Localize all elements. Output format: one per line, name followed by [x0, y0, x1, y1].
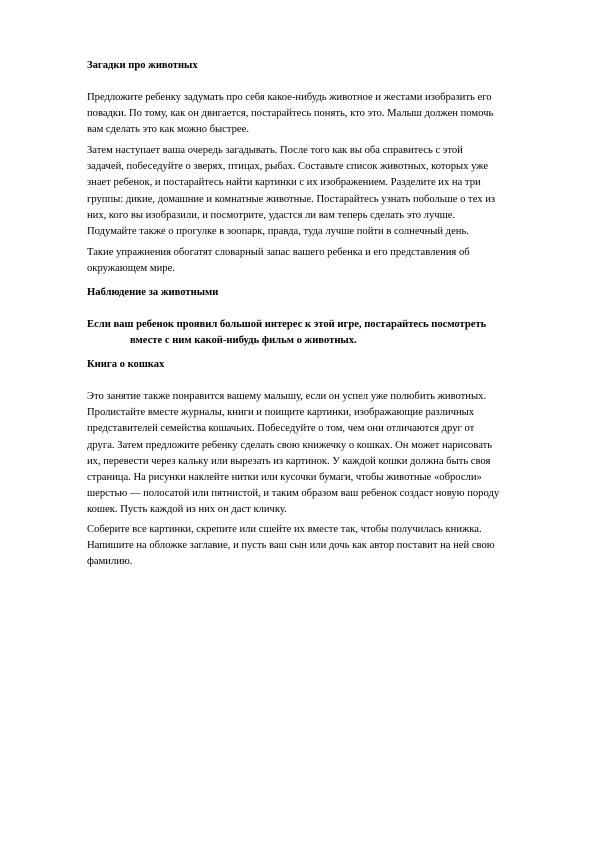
text-line: Соберите все картинки, скрепите или сшейте их вместе так, чтобы получилась книжка. — [87, 524, 482, 535]
text-line: Пролистайте вместе журналы, книги и поищите картинки, изображающие различных — [87, 407, 475, 419]
text-line: Такие упражнения обогатят словарный запас вашего ребенка и его представления об — [87, 247, 470, 258]
paragraph-6 — [87, 522, 547, 571]
text-line: Напишите на обложке заглавие, и пусть ваш сын или дочь как автор поставит на ней свою — [87, 540, 495, 552]
text-line: окружающем мире. — [87, 263, 175, 275]
text-line: них, кого вы изобразили, и посмотрите, удастся ли вам теперь сделать это лучше. — [87, 209, 456, 221]
text-line: представителей семейства кошачьих. Побеседуйте о том, чем они отличаются друг от — [87, 423, 475, 435]
text-line: Подумайте также о прогулке в зоопарк, правда, туда лучше пойти в солнечный день. — [87, 226, 469, 238]
heading-text: Книга о кошках — [87, 359, 165, 370]
text-line: шерстью — полосатой или пятнистой, и таким образом ваш ребенок создаст новую породу — [87, 488, 500, 500]
heading-text: Наблюдение за животными — [87, 287, 219, 298]
text-line: повадки. По тому, как он двигается, постарайтесь понять, кто это. Малыш должен помочь — [87, 108, 494, 120]
paragraph-5 — [87, 389, 547, 519]
text-line: Это занятие также понравится вашему малышу, если он успел уже полюбить животных. — [87, 391, 487, 402]
text-line: Затем наступает ваша очередь загадывать. После того как вы оба справитесь с этой — [87, 145, 463, 156]
paragraph-1 — [87, 90, 547, 139]
heading-text: Загадки про животных — [87, 60, 198, 71]
text-line: знает ребенок, и постарайтесь найти картинки с их изображением. Разделите их на три — [87, 177, 481, 189]
text-line: страница. На рисунки наклейте нитки или кусочки бумаги, чтобы животные «обросли» — [87, 472, 482, 484]
text-line: фамилию. — [87, 556, 133, 568]
paragraph-4 — [87, 317, 547, 349]
paragraph-3 — [87, 245, 547, 277]
heading-cat-book — [87, 357, 547, 373]
text-line: Если ваш ребенок проявил большой интерес к этой игре, постарайтесь посмотреть — [87, 319, 487, 330]
text-line: Предложите ребенку задумать про себя какое-нибудь животное и жестами изобразить его — [87, 92, 492, 103]
text-line: задачей, побеседуйте о зверях, птицах, рыбах. Составьте список животных, которых уже — [87, 161, 489, 173]
text-line: вместе с ним какой-нибудь фильм о животных. — [130, 335, 357, 347]
heading-observation — [87, 285, 547, 301]
heading-riddles — [87, 58, 547, 74]
text-line: группы: дикие, домашние и комнатные животные. Постарайтесь узнать побольше о тех из — [87, 193, 496, 205]
paragraph-2 — [87, 143, 547, 240]
text-line: кошек. Пусть каждой из них он даст кличку. — [87, 504, 287, 516]
text-line: вам сделать это как можно быстрее. — [87, 124, 249, 136]
text-line: их, перевести через кальку или вырезать из картинок. У каждой кошки должна быть своя — [87, 455, 491, 467]
text-line: друга. Затем предложите ребенку сделать свою книжечку о кошках. Он может нарисовать — [87, 439, 493, 451]
